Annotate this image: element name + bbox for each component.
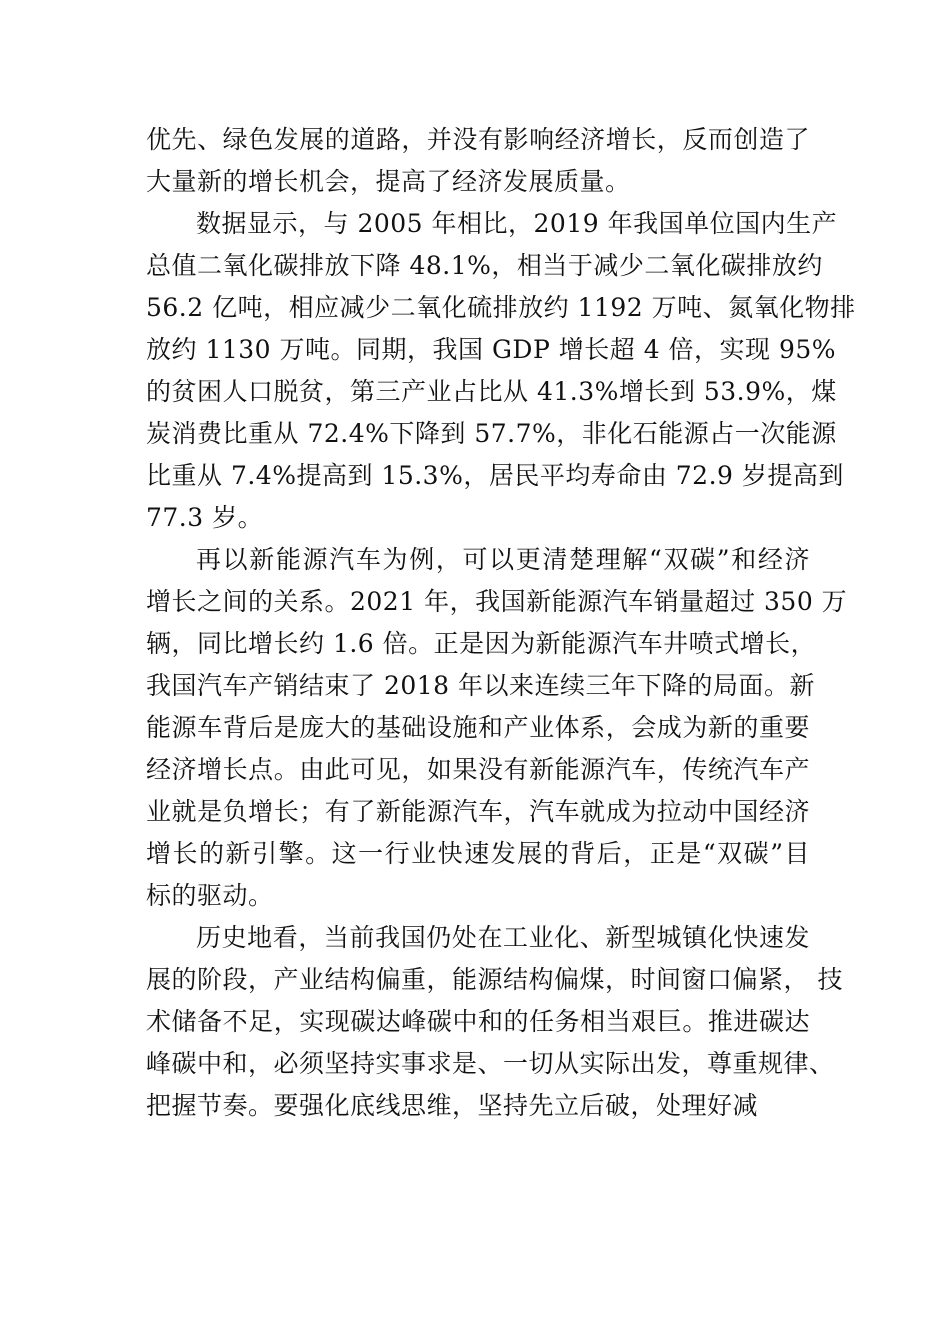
text-line: 经济增长点。由此可见，如果没有新能源汽车，传统汽车产 xyxy=(146,755,810,784)
text-line: 56.2 亿吨，相应减少二氧化硫排放约 1192 万吨、氮氧化物排 xyxy=(146,293,856,322)
text-line: 能源车背后是庞大的基础设施和产业体系，会成为新的重要 xyxy=(146,713,810,742)
text-line: 历史地看，当前我国仍处在工业化、新型城镇化快速发 xyxy=(196,923,810,952)
text-line: 总值二氧化碳排放下降 48.1%，相当于减少二氧化碳排放约 xyxy=(146,251,823,280)
text-line: 大量新的增长机会，提高了经济发展质量。 xyxy=(146,167,631,196)
text-line: 放约 1130 万吨。同期，我国 GDP 增长超 4 倍，实现 95% xyxy=(146,335,837,364)
text-line: 把握节奏。要强化底线思维，坚持先立后破，处理好减 xyxy=(146,1091,759,1120)
text-line: 数据显示，与 2005 年相比，2019 年我国单位国内生产 xyxy=(196,209,838,238)
text-line: 增长的新引擎。这一行业快速发展的背后，正是“双碳”目 xyxy=(146,839,810,868)
document-body xyxy=(146,119,856,1127)
text-line: 77.3 岁。 xyxy=(146,503,264,532)
text-line: 业就是负增长；有了新能源汽车，汽车就成为拉动中国经济 xyxy=(146,797,810,826)
text-line: 增长之间的关系。2021 年，我国新能源汽车销量超过 350 万 xyxy=(146,587,848,616)
text-line: 展的阶段，产业结构偏重，能源结构偏煤，时间窗口偏紧， 技 xyxy=(146,965,843,994)
text-line: 我国汽车产销结束了 2018 年以来连续三年下降的局面。新 xyxy=(146,671,816,700)
text-line: 比重从 7.4%提高到 15.3%，居民平均寿命由 72.9 岁提高到 xyxy=(146,461,844,490)
text-line: 的贫困人口脱贫，第三产业占比从 41.3%增长到 53.9%，煤 xyxy=(146,377,837,406)
text-line: 峰碳中和，必须坚持实事求是、一切从实际出发，尊重规律、 xyxy=(146,1049,835,1078)
text-line: 标的驱动。 xyxy=(146,881,274,910)
text-line: 术储备不足，实现碳达峰碳中和的任务相当艰巨。推进碳达 xyxy=(146,1007,810,1036)
text-line: 辆，同比增长约 1.6 倍。正是因为新能源汽车井喷式增长， xyxy=(146,629,817,658)
text-line: 再以新能源汽车为例，可以更清楚理解“双碳”和经济 xyxy=(196,545,810,574)
text-line: 优先、绿色发展的道路，并没有影响经济增长，反而创造了 xyxy=(146,125,810,154)
text-line: 炭消费比重从 72.4%下降到 57.7%，非化石能源占一次能源 xyxy=(146,419,837,448)
